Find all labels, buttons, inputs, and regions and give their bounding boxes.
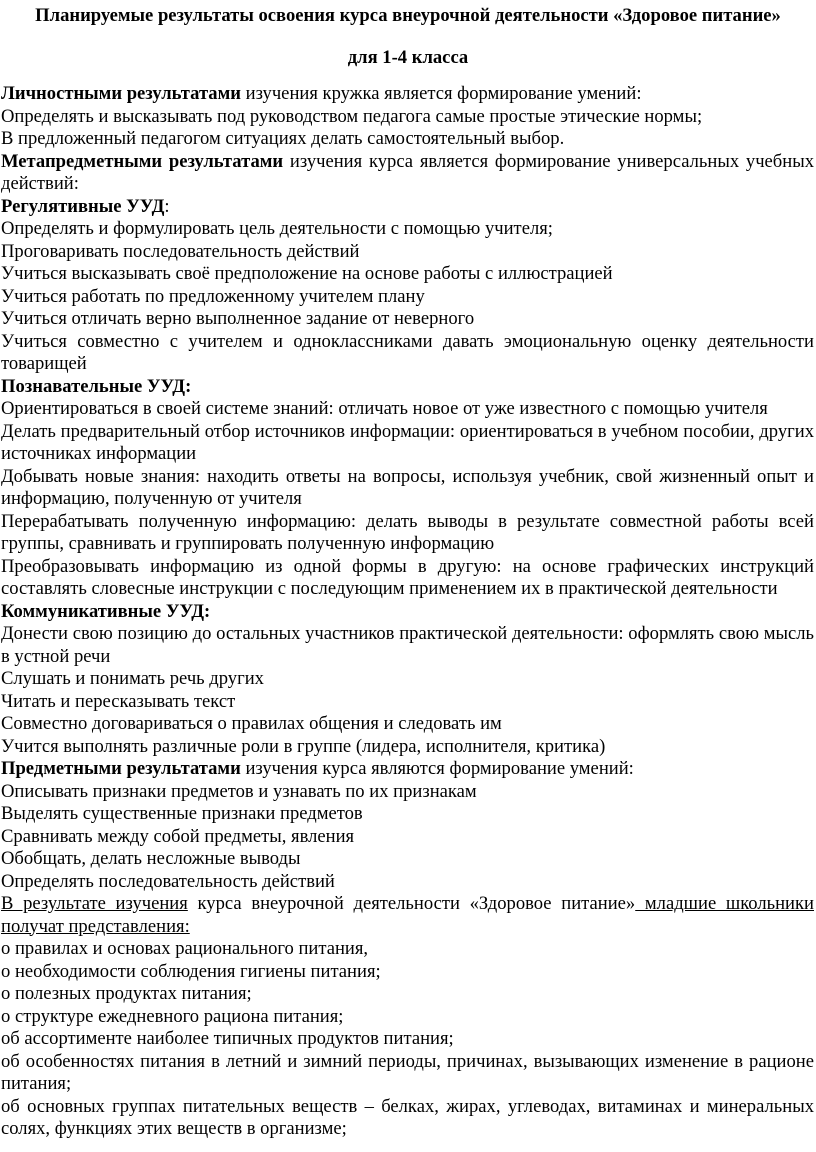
subject-results-label: Предметными результатами xyxy=(1,758,241,779)
subject-item: Обобщать, делать несложные выводы xyxy=(1,848,301,869)
result-item: об ассортименте наиболее типичных продуктов питания; xyxy=(1,1028,454,1049)
cognitive-item: Ориентироваться в своей системе знаний: отличать новое от уже известного с помощью учителя xyxy=(1,398,768,419)
cognitive-item: Добывать новые знания: находить ответы на вопросы, используя учебник, свой жизненный опыт и информацию, полученную от учителя xyxy=(1,465,814,509)
cognitive-item: Перерабатывать полученную информацию: делать выводы в результате совместной работы всей группы, сравнивать и группировать полученную информацию xyxy=(1,510,814,554)
regulative-item: Проговаривать последовательность действий xyxy=(1,240,360,262)
subject-results-heading xyxy=(1,758,814,781)
communicative-heading: Коммуникативные УУД: xyxy=(1,600,211,622)
result-intro-underlined-1: В результате изучения xyxy=(1,893,188,914)
personal-results-text: изучения кружка является формирование умений: xyxy=(240,83,642,104)
meta-results-text: изучения курса является формирование универсальных учебных действий: xyxy=(1,150,814,194)
regulative-colon: : xyxy=(164,195,170,217)
regulative-item: Учиться работать по предложенному учителем плану xyxy=(1,285,425,307)
communicative-item: Учится выполнять различные роли в группе (лидера, исполнителя, критика) xyxy=(1,735,606,757)
meta-results-heading xyxy=(1,151,814,196)
communicative-item: Слушать и понимать речь других xyxy=(1,668,264,689)
personal-results-label: Личностными результатами xyxy=(1,83,241,104)
document-subtitle: для 1-4 класса xyxy=(347,47,469,68)
result-item: об основных группах питательных веществ – белках, жирах, углеводах, витаминах и минеральных солях, функциях этих веществ в организме; xyxy=(1,1095,814,1139)
result-intro-underlined-2: младшие школьники получат представления: xyxy=(1,893,814,937)
subject-item: Выделять существенные признаки предметов xyxy=(1,803,363,824)
result-item: о структуре ежедневного рациона питания; xyxy=(1,1005,344,1027)
result-item: об особенностях питания в летний и зимний периоды, причинах, вызывающих изменение в рационе питания; xyxy=(1,1050,814,1094)
subject-item: Определять последовательность действий xyxy=(1,870,335,892)
regulative-item: Определять и формулировать цель деятельности с помощью учителя; xyxy=(1,218,553,239)
result-intro-plain: курса внеурочной деятельности «Здоровое питание» xyxy=(187,893,636,914)
meta-results-label: Метапредметными результатами xyxy=(1,150,284,172)
communicative-item: Совместно договариваться о правилах общения и следовать им xyxy=(1,713,502,734)
personal-item: В предложенный педагогом ситуациях делать самостоятельный выбор. xyxy=(1,128,565,149)
result-item: о полезных продуктах питания; xyxy=(1,983,252,1004)
subject-results-text: изучения курса являются формирование умений: xyxy=(240,758,634,779)
document-title: Планируемые результаты освоения курса внеурочной деятельности «Здоровое питание» xyxy=(35,5,781,26)
result-item: о правилах и основах рационального питания, xyxy=(1,938,369,959)
regulative-item: Учиться совместно с учителем и одноклассниками давать эмоциональную оценку деятельности товарищей xyxy=(1,330,814,374)
personal-results-heading xyxy=(1,83,814,106)
regulative-heading xyxy=(1,196,814,219)
personal-item: Определять и высказывать под руководством педагога самые простые этические нормы; xyxy=(1,105,703,127)
document-body xyxy=(1,83,814,1141)
cognitive-item: Преобразовывать информацию из одной формы в другую: на основе графических инструкций составлять словесные инструкции с последующим применением их в практической деятельности xyxy=(1,555,814,599)
regulative-item: Учиться высказывать своё предположение на основе работы с иллюстрацией xyxy=(1,263,613,284)
communicative-item: Донести свою позицию до остальных участников практической деятельности: оформлять свою мысль в устной речи xyxy=(1,623,814,667)
result-intro xyxy=(1,893,814,938)
result-item: о необходимости соблюдения гигиены питания; xyxy=(1,960,381,982)
cognitive-item: Делать предварительный отбор источников информации: ориентироваться в учебном пособии, других источниках информации xyxy=(1,420,814,464)
cognitive-heading: Познавательные УУД: xyxy=(1,375,192,397)
subject-item: Сравнивать между собой предметы, явления xyxy=(1,825,355,847)
regulative-item: Учиться отличать верно выполненное задание от неверного xyxy=(1,308,475,329)
regulative-label: Регулятивные УУД xyxy=(1,195,165,217)
subject-item: Описывать признаки предметов и узнавать по их признакам xyxy=(1,780,477,802)
communicative-item: Читать и пересказывать текст xyxy=(1,690,236,712)
